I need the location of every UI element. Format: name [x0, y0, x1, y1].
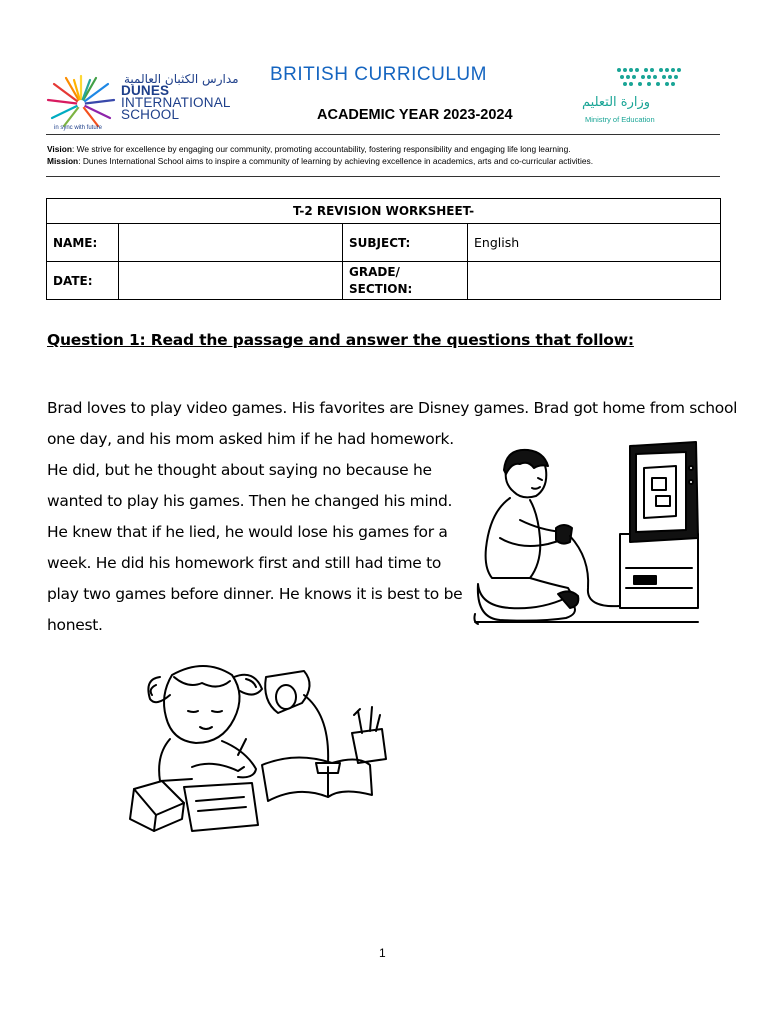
passage-line: week. He did his homework first and still had time to: [47, 554, 442, 572]
passage-line: Brad loves to play video games. His favorites are Disney games. Brad got home from school: [47, 399, 738, 417]
name-field[interactable]: [119, 224, 343, 262]
mission-text: : Dunes International School aims to inspire a community of learning by achieving excellence in academics, arts and co-curricular activities.: [78, 156, 594, 166]
passage-line: play two games before dinner. He knows it is best to be: [47, 585, 463, 603]
vision-statement: [47, 143, 571, 155]
statements-divider: [46, 176, 720, 177]
ministry-dots-icon: [616, 66, 682, 92]
school-name-line1: DUNES: [121, 83, 170, 98]
mission-statement: [47, 155, 593, 167]
question-1-heading: Question 1: Read the passage and answer the questions that follow:: [47, 331, 634, 349]
vision-label: Vision: [47, 144, 72, 154]
academic-year: ACADEMIC YEAR 2023-2024: [317, 107, 513, 123]
school-logo-burst-icon: [44, 74, 118, 130]
curriculum-title: BRITISH CURRICULUM: [270, 64, 487, 85]
school-arabic-name: مدارس الكثبان العالمية: [124, 72, 239, 86]
worksheet-title: T-2 REVISION WORKSHEET-: [47, 199, 721, 224]
subject-label: SUBJECT:: [343, 224, 468, 262]
vision-text: : We strive for excellence by engaging our community, promoting accountability, fostering responsibility and engaging life long learning.: [71, 144, 571, 154]
school-name: [121, 85, 231, 121]
page-number: 1: [379, 946, 386, 960]
girl-doing-homework-illustration: [126, 655, 396, 837]
passage-line: honest.: [47, 616, 103, 634]
school-tagline: in sync with future: [54, 125, 103, 131]
ministry-english-name: Ministry of Education: [585, 115, 655, 124]
passage-line: wanted to play his games. Then he changed his mind.: [47, 492, 453, 510]
grade-section-field[interactable]: [468, 262, 721, 300]
grade-section-label: [343, 262, 468, 300]
passage-line: He did, but he thought about saying no because he: [47, 461, 432, 479]
dunes-school-logo: [44, 70, 254, 134]
boy-playing-video-game-illustration: [470, 438, 702, 632]
section-label: SECTION:: [349, 281, 413, 296]
date-field[interactable]: [119, 262, 343, 300]
school-name-line3: SCHOOL: [121, 107, 180, 122]
subject-value: English: [468, 224, 721, 262]
name-label: NAME:: [47, 224, 119, 262]
passage-line: He knew that if he lied, he would lose his games for a: [47, 523, 448, 541]
mission-label: Mission: [47, 156, 79, 166]
ministry-arabic-name: وزارة التعليم: [582, 95, 651, 110]
school-name-line2: INTERNATIONAL: [121, 95, 231, 110]
ministry-logo: [582, 66, 682, 128]
date-label: DATE:: [47, 262, 119, 300]
worksheet-info-table: [46, 198, 721, 300]
grade-label: GRADE/: [349, 264, 400, 279]
header-divider: [46, 134, 720, 135]
passage-line: one day, and his mom asked him if he had homework.: [47, 430, 454, 448]
